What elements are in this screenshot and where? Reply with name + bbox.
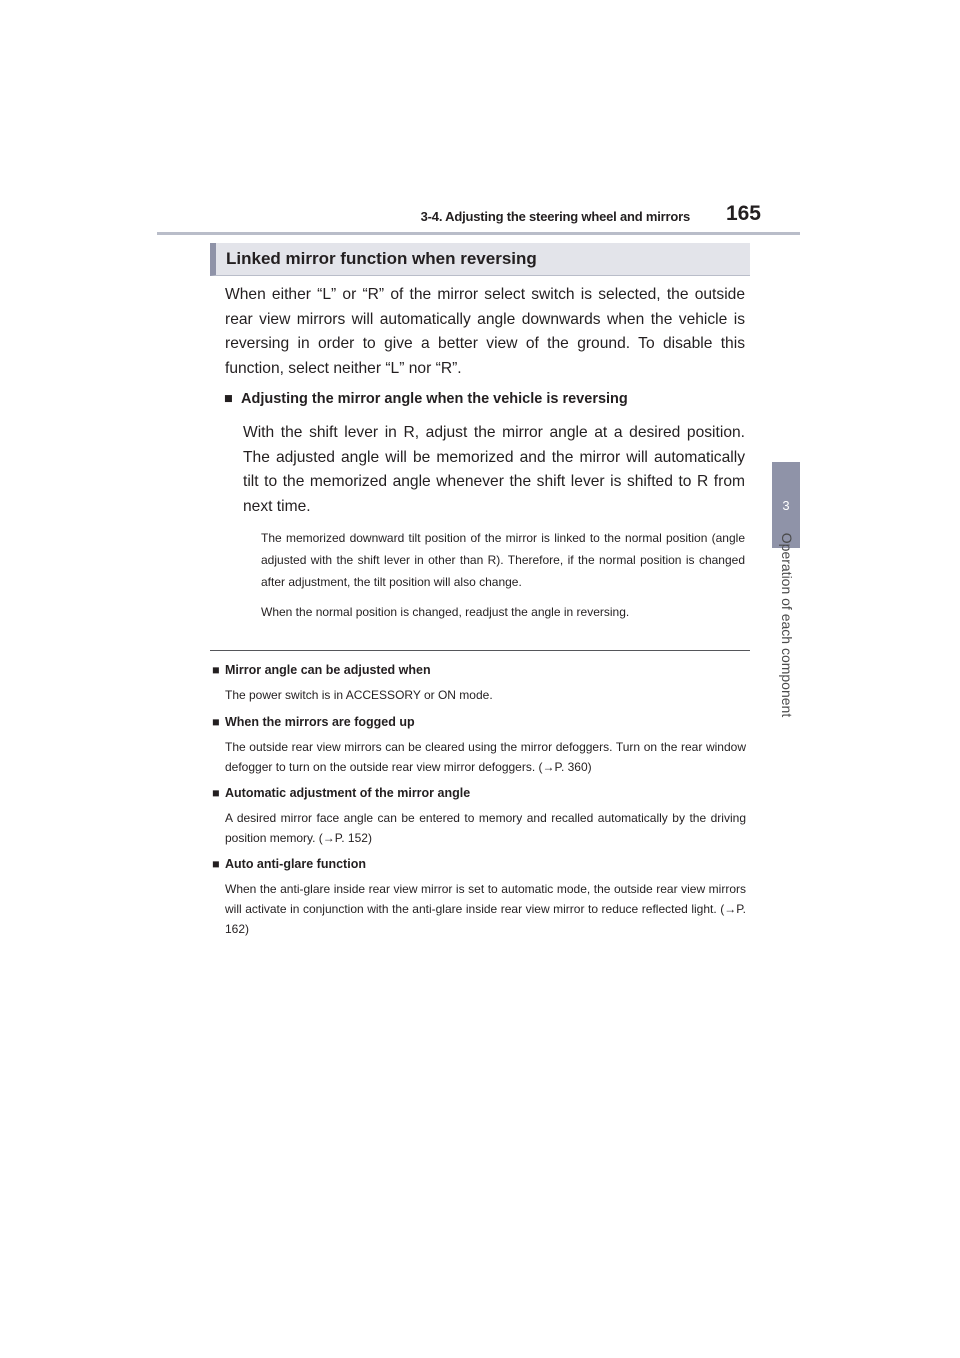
sub-heading-text: Adjusting the mirror angle when the vehicle is reversing <box>241 391 628 407</box>
info-item <box>212 784 746 848</box>
info-item-body: A desired mirror face angle can be entered to memory and recalled automatically by the driving position memory. (→P. 152) <box>225 811 746 845</box>
info-item-title-text: Auto anti-glare function <box>225 857 366 871</box>
info-item-body: The power switch is in ACCESSORY or ON mode. <box>225 688 493 702</box>
section-heading-box <box>210 243 750 276</box>
section-heading: Linked mirror function when reversing <box>226 249 537 268</box>
square-bullet-icon: ■ <box>212 715 220 729</box>
page-number: 165 <box>725 202 761 225</box>
info-item-title-text: Automatic adjustment of the mirror angle <box>225 786 471 800</box>
square-bullet-icon: ■ <box>212 786 220 800</box>
header-divider <box>157 232 800 235</box>
info-item-title <box>212 855 746 873</box>
info-item-title <box>212 713 746 731</box>
info-item-body: When the anti-glare inside rear view mirror is set to automatic mode, the outside rear view mirrors will activate in conjunction with the anti-glare inside rear view mirror to reduce reflected light. (→P. 162) <box>225 882 746 936</box>
square-bullet-icon: ■ <box>224 391 233 407</box>
note-paragraph-2: When the normal position is changed, readjust the angle in reversing. <box>261 605 630 619</box>
section-divider <box>210 650 750 651</box>
sub-body-paragraph: With the shift lever in R, adjust the mirror angle at a desired position. The adjusted angle will be memorized and the mirror will automatically tilt to the memorized angle whenever the shift lever is shifted to R from next time. <box>243 424 745 515</box>
info-item-title <box>212 661 746 679</box>
info-item-title-text: Mirror angle can be adjusted when <box>225 663 431 677</box>
info-item-title-text: When the mirrors are fogged up <box>225 715 415 729</box>
info-item <box>212 713 746 777</box>
info-item-title <box>212 784 746 802</box>
chapter-number: 3 <box>782 497 790 513</box>
intro-paragraph: When either “L” or “R” of the mirror select switch is selected, the outside rear view mirrors will automatically angle downwards when the vehicle is reversing in order to give a better view of the ground. To disable this function, select neither “L” nor “R”. <box>225 286 745 377</box>
sub-heading <box>224 391 744 407</box>
note-paragraph-1: The memorized downward tilt position of the mirror is linked to the normal position (angle adjusted with the shift lever in other than R). Therefore, if the normal position is changed after adjustment, the tilt position will also change. <box>261 531 745 589</box>
chapter-label: Operation of each component <box>779 532 795 718</box>
info-item <box>212 855 746 939</box>
square-bullet-icon: ■ <box>212 663 220 677</box>
header-section-title: 3-4. Adjusting the steering wheel and mirrors <box>420 209 690 224</box>
info-item <box>212 661 746 705</box>
square-bullet-icon: ■ <box>212 857 220 871</box>
info-item-body: The outside rear view mirrors can be cleared using the mirror defoggers. Turn on the rear window defogger to turn on the outside rear view mirror defoggers. (→P. 360) <box>225 740 746 774</box>
